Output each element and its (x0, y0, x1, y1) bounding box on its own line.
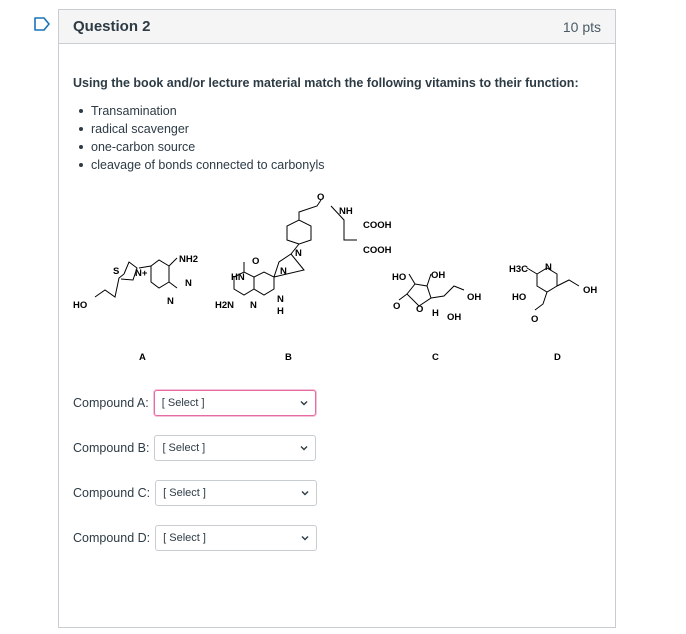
select-value: [ Select ] (162, 442, 206, 454)
chevron-down-icon (300, 488, 310, 498)
atom-label: S (113, 266, 120, 277)
atom-label: O (317, 192, 325, 203)
chevron-down-icon (299, 398, 309, 408)
question-prompt: Using the book and/or lecture material match the following vitamins to their function: (73, 76, 579, 90)
compound-label-a: A (139, 352, 146, 362)
atom-label: H (277, 306, 284, 317)
function-item: one-carbon source (91, 138, 325, 156)
atom-label: N (185, 278, 192, 289)
atom-label: COOH (363, 220, 392, 231)
question-card (58, 9, 616, 628)
atom-label: N (250, 300, 257, 311)
atom-label: N (277, 294, 284, 305)
atom-label: COOH (363, 245, 392, 256)
atom-label: OH (583, 285, 598, 296)
atom-label: OH (447, 312, 462, 323)
question-points: 10 pts (562, 18, 601, 35)
function-list (73, 102, 325, 174)
function-item: radical scavenger (91, 120, 325, 138)
atom-label: OH (431, 270, 446, 281)
answer-row-c (73, 480, 317, 506)
atom-label: HO (392, 272, 407, 283)
chevron-down-icon (300, 533, 310, 543)
atom-label: N (167, 296, 174, 307)
answer-row-a (73, 390, 316, 416)
function-item: cleavage of bonds connected to carbonyls (91, 158, 325, 172)
compound-label-b: B (285, 352, 292, 362)
chevron-down-icon (299, 443, 309, 453)
atom-label: H3C (509, 264, 529, 275)
atom-label: O (416, 304, 424, 315)
atom-label: HN (231, 272, 245, 283)
atom-label: N (545, 262, 552, 273)
question-header (59, 10, 615, 44)
answer-label: Compound A: (73, 396, 149, 410)
atom-label: H (432, 308, 439, 319)
select-value: [ Select ] (163, 487, 206, 499)
atom-label: O (393, 301, 401, 312)
atom-label: N+ (135, 268, 148, 279)
atom-label: N (280, 266, 287, 277)
compound-c-select[interactable] (155, 480, 317, 506)
question-title: Question 2 (73, 18, 151, 35)
atom-label: N (295, 248, 302, 259)
atom-label: H2N (215, 300, 235, 311)
compound-d-select[interactable] (155, 525, 317, 551)
atom-label: O (252, 256, 260, 267)
answer-label: Compound D: (73, 531, 151, 545)
compound-label-d: D (554, 352, 561, 362)
function-item: Transamination (91, 102, 325, 120)
atom-label: OH (467, 292, 482, 303)
atom-label: O (531, 314, 539, 325)
select-value: [ Select ] (163, 532, 206, 544)
atom-label: HO (73, 300, 88, 311)
answer-row-d (73, 525, 317, 551)
atom-label: HO (512, 292, 527, 303)
answer-row-b (73, 435, 316, 461)
compound-a-select[interactable] (154, 390, 316, 416)
atom-label: NH (339, 206, 353, 217)
answer-label: Compound C: (73, 486, 151, 500)
compound-b-select[interactable] (154, 435, 316, 461)
flag-question-icon[interactable] (34, 17, 50, 31)
compound-label-c: C (432, 352, 439, 362)
atom-label: NH2 (179, 254, 199, 265)
answer-label: Compound B: (73, 441, 150, 455)
select-value: [ Select ] (161, 397, 205, 409)
vitamin-structures-figure (59, 182, 615, 362)
